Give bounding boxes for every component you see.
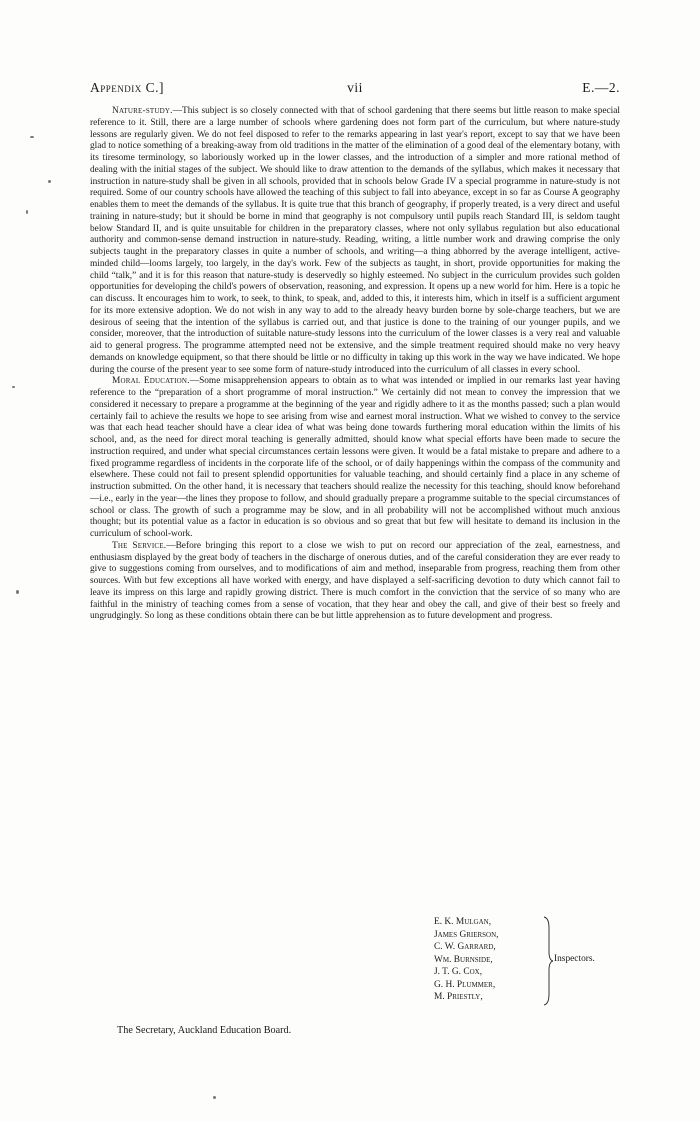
scan-speck [26, 210, 28, 214]
paragraph-heading: The Service. [112, 540, 167, 551]
paragraph-text: —Before bringing this report to a close we wish to put on record our appreciation of the zeal, earnestness, and enthusiasm displayed by the great body of teachers in the discharge of onerous duties, and of the careful consideration they are ever ready to give to suggestions coming from ourselves, and to modifications of aim and method, inseparable from progress, reaching them from other sources. With but few exceptions all have worked with energy, and have displayed a self-sacrificing devotion to duty which cannot fail to leave its impress on this large and rapidly growing district. There is much comfort in the conviction that the service of so many who are faithful in the ministry of teaching comes from a sense of vocation, that they hear and obey the call, and give of their best so freely and ungrudgingly. So long as these conditions obtain there can be but little apprehension as to future development and progress. [90, 540, 620, 622]
scan-speck [30, 136, 34, 138]
signatory-name: M. Priestly, [434, 992, 483, 1002]
header-document-code: E.—2. [582, 80, 620, 95]
addressee-line: The Secretary, Auckland Education Board. [117, 1025, 292, 1036]
signatory-name: G. H. Plummer, [434, 979, 496, 990]
scan-speck [12, 386, 15, 388]
paragraph-heading: Nature-study. [112, 106, 173, 116]
paragraph-nature-study [90, 106, 620, 376]
paragraph-heading: Moral Education. [112, 376, 190, 387]
signatory-name: C. W. Garrard, [434, 942, 496, 952]
signatory-name: Wm. Burnside, [434, 954, 493, 965]
paragraph-the-service [90, 541, 620, 623]
signatory-name: E. K. Mulgan, [434, 917, 492, 927]
scan-speck [16, 590, 19, 594]
signatory-name: James Grierson, [434, 929, 499, 940]
signature-block [0, 916, 700, 1006]
signatory-role: Inspectors. [554, 954, 595, 964]
scan-speck [48, 180, 51, 183]
brace-icon [543, 916, 553, 1006]
signatory-list [434, 916, 544, 1004]
header-page-number: vii [347, 80, 363, 95]
paragraph-text: —This subject is so closely connected with that of school gardening that there seems but little reason to make special reference to it. Still, there are a large number of schools where gardening does not form part of the curriculum, but where nature-study lessons are regularly given. We do not feel disposed to refer to the remarks appearing in last year's report, except to say that we have been glad to notice something of a breaking-away from old traditions in the matter of the elimination of a good deal of the elementary botany, with its tiresome terminology, so laboriously worked up in the lower classes, and the introduction of a simpler and more rational method of dealing with the initial stages of the subject. We should like to draw attention to the demands of the syllabus, which makes it necessary that instruction in nature-study shall be given in all schools, provided that in schools below Grade IV a special programme in nature-study is not required. Some of our country schools have allowed the teaching of this subject to fall into abeyance, except in so far as Course A geography enables them to meet the demands of the syllabus. It is quite true that this branch of geography, if properly treated, is a very direct and useful training in nature-study; but it should be borne in mind that geography is not compulsory until pupils reach Standard III, is seldom taught below Standard II, and is quite unsuitable for children in the preparatory classes, where not only syllabus regulation but also educational authority and common-sense demand instruction in nature-study. Reading, writing, a little number work and drawing comprise the only subjects taught in the preparatory classes in quite a number of schools, and writing—a thing abhorred by the average intelligent, active-minded child—looms largely, too largely, in the day's work. Few of the subjects as taught, in short, provide opportunities for making the child “talk,” and it is for this reason that nature-study is deservedly so highly esteemed. No subject in the curriculum provides such golden opportunities for developing the child's powers of observation, reasoning, and expression. It opens up a new world for him. Here is a topic he can discuss. It encourages him to work, to seek, to think, to speak, and, added to this, it interests him, which in itself is a sufficient argument for its more extensive adoption. We do not wish in any way to add to the already heavy burden borne by sole-charge teachers, but we are desirous of seeing that the intention of the syllabus is carried out, and that justice is done to the training of our younger pupils, and we consider, moreover, that the introduction of suitable nature-study lessons into the curriculum of the lower classes is a very real and valuable aid to general progress. The programme attempted need not be extensive, and the simple treatment required should make no very heavy demands on knowledge equipment, so that there should be little or no difficulty in taking up this work in the way we have indicated. We hope during the course of the present year to see some form of nature-study introduced into the curriculum of all classes in every school. [90, 106, 620, 375]
page-header [90, 80, 620, 96]
scan-speck [213, 1096, 216, 1099]
paragraph-moral-education [90, 376, 620, 541]
paragraph-text: —Some misapprehension appears to obtain as to what was intended or implied in our remarks last year having reference to the “preparation of a short programme of moral instruction.” We certainly did not mean to convey the impression that we considered it necessary to prepare a programme at the beginning of the year and rigidly adhere to it as the months passed; such a plan would certainly fail to achieve the results we hope to see arising from wise and earnest moral instruction. What we wished to convey to the service was that each head teacher should have a clear idea of what was being done towards furthering moral education within the limits of his school, and, as the need for direct moral teaching is generally admitted, should know what special efforts have been made to secure the instruction required, and under what special circumstances certain lessons were given. It would be a fatal mistake to prepare and adhere to a fixed programme regardless of incidents in the corporate life of the school, or of daily happenings within the compass of the community and elsewhere. These could not fail to present splendid opportunities for valuable teaching, and should certainly find a place in any scheme of instruction submitted. On the other hand, it is necessary that teachers should realize the necessity for this teaching, should know beforehand—i.e., early in the year—the lines they propose to follow, and should gradually prepare a programme suitable to the special circumstances of school or class. The growth of such a programme may be slow, and in all probability will not be accomplished without much anxious thought; but its potential value as a factor in education is so obvious and so great that but few will hesitate to demand its inclusion in the curriculum of school-work. [90, 376, 620, 539]
report-body [90, 106, 620, 623]
signatory-name: J. T. G. Cox, [434, 967, 483, 977]
header-appendix: Appendix C.] [90, 80, 165, 95]
